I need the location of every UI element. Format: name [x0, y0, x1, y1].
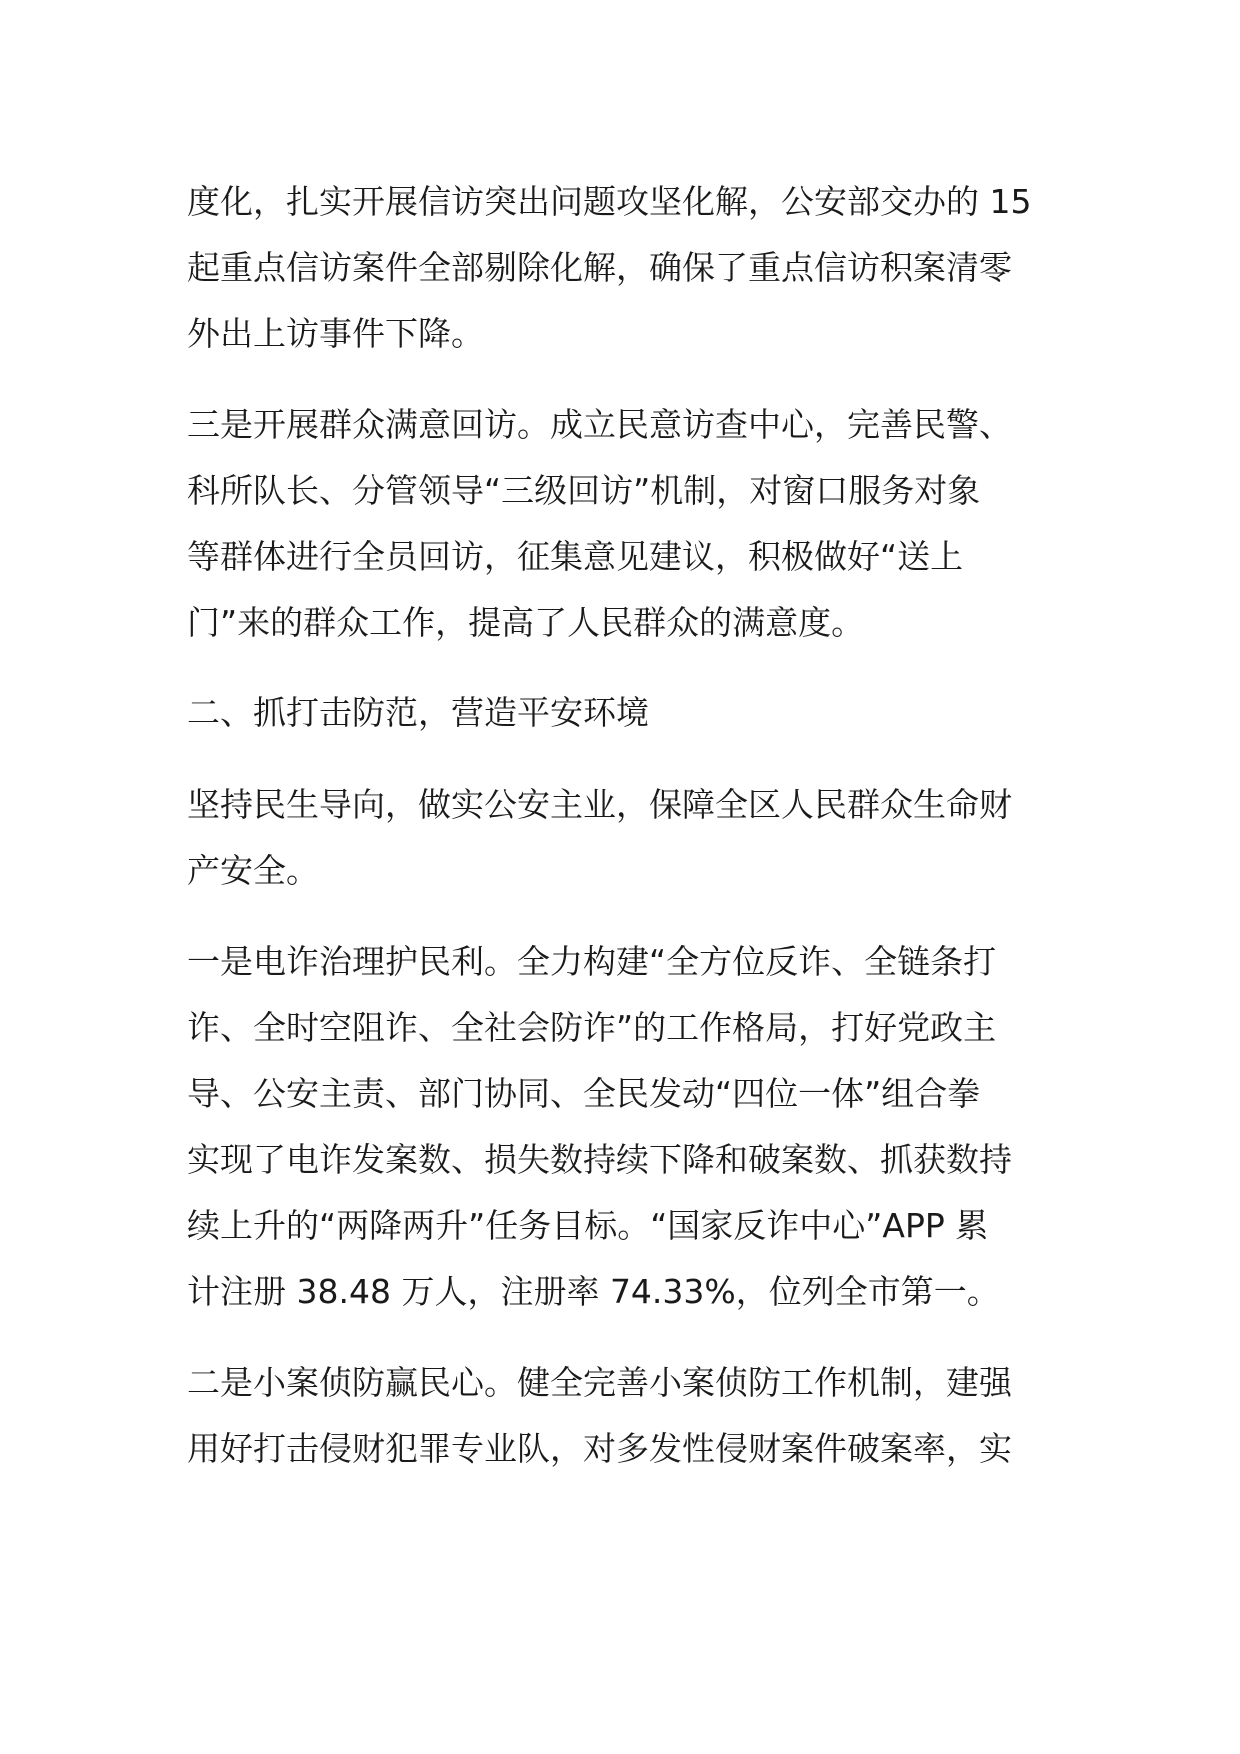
paragraph-2-line-2: 科所队长、分管领导“三级回访”机制，对窗口服务对象 [187, 471, 981, 510]
paragraph-1-line-3: 外出上访事件下降。 [187, 314, 484, 353]
paragraph-1-line-1: 度化，扎实开展信访突出问题攻坚化解，公安部交办的 15 [187, 182, 1032, 221]
paragraph-4-line-2: 诈、全时空阻诈、全社会防诈”的工作格局，打好党政主 [187, 1008, 997, 1047]
paragraph-5-line-1: 二是小案侦防赢民心。健全完善小案侦防工作机制，建强 [187, 1363, 1012, 1402]
section-heading: 二、抓打击防范，营造平安环境 [187, 693, 649, 732]
paragraph-3-line-1: 坚持民生导向，做实公安主业，保障全区人民群众生命财 [187, 785, 1012, 824]
paragraph-4-line-4: 实现了电诈发案数、损失数持续下降和破案数、抓获数持 [187, 1140, 1012, 1179]
paragraph-3-line-2: 产安全。 [187, 851, 319, 890]
paragraph-2-line-1: 三是开展群众满意回访。成立民意访查中心，完善民警、 [187, 405, 1012, 444]
paragraph-4-line-3: 导、公安主责、部门协同、全民发动“四位一体”组合拳 [187, 1074, 981, 1113]
paragraph-1-line-2: 起重点信访案件全部剔除化解，确保了重点信访积案清零 [187, 248, 1012, 287]
paragraph-4-line-5: 续上升的“两降两升”任务目标。“国家反诈中心”APP 累 [187, 1206, 989, 1245]
paragraph-4-line-1: 一是电诈治理护民利。全力构建“全方位反诈、全链条打 [187, 942, 997, 981]
paragraph-2-line-3: 等群体进行全员回访，征集意见建议，积极做好“送上 [187, 537, 964, 576]
paragraph-4-line-6: 计注册 38.48 万人，注册率 74.33%，位列全市第一。 [187, 1272, 1000, 1311]
paragraph-5-line-2: 用好打击侵财犯罪专业队，对多发性侵财案件破案率，实 [187, 1429, 1012, 1468]
paragraph-2-line-4: 门”来的群众工作，提高了人民群众的满意度。 [187, 603, 865, 642]
